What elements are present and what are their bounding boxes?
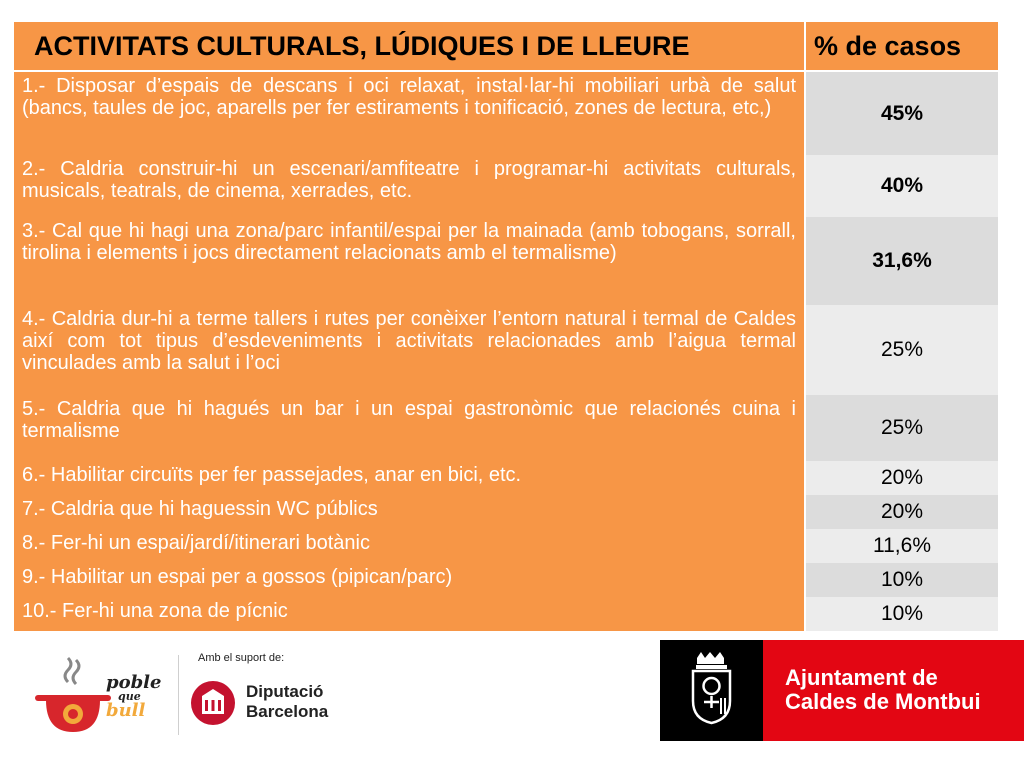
table-row bbox=[14, 597, 998, 631]
table-row bbox=[14, 495, 998, 529]
row-1-text: 1.- Disposar d’espais de descans i oci relaxat, instal·lar-hi mobiliari urbà de salut (bancs, taules de joc, aparells per fer estiraments i tonificació, zones de lectura, etc,) bbox=[14, 71, 805, 155]
poble-logo-line3: bull bbox=[106, 700, 146, 721]
row-8-text: 8.- Fer-hi un espai/jardí/itinerari botànic bbox=[14, 529, 805, 563]
row-9-text: 9.- Habilitar un espai per a gossos (pipican/parc) bbox=[14, 563, 805, 597]
header-activity: ACTIVITATS CULTURALS, LÚDIQUES I DE LLEURE bbox=[14, 22, 805, 71]
table-row bbox=[14, 563, 998, 597]
table-row bbox=[14, 529, 998, 563]
row-4-percent: 25% bbox=[805, 305, 998, 395]
row-5-percent: 25% bbox=[805, 395, 998, 461]
row-10-text: 10.- Fer-hi una zona de pícnic bbox=[14, 597, 805, 631]
diputacio-name bbox=[246, 682, 328, 722]
diputacio-line2: Barcelona bbox=[246, 702, 329, 721]
activities-table bbox=[14, 22, 998, 631]
row-4-text: 4.- Caldria dur-hi a terme tallers i rutes per conèixer l’entorn natural i termal de Caldes així com tot tipus d’esdeveniments i activitats relacionades amb l’aigua termal vinculades amb la salut i l’oci bbox=[14, 305, 805, 395]
support-label: Amb el suport de: bbox=[198, 652, 285, 664]
table-row bbox=[14, 461, 998, 495]
row-8-percent: 11,6% bbox=[805, 529, 998, 563]
table-row bbox=[14, 71, 998, 155]
diputacio-shield-icon bbox=[190, 680, 236, 726]
table-row bbox=[14, 395, 998, 461]
diputacio-line1: Diputació bbox=[246, 682, 324, 701]
table-row bbox=[14, 217, 998, 305]
row-7-text: 7.- Caldria que hi haguessin WC públics bbox=[14, 495, 805, 529]
row-5-text: 5.- Caldria que hi hagués un bar i un espai gastronòmic que relacionés cuina i termalisme bbox=[14, 395, 805, 461]
header-percent: % de casos bbox=[805, 22, 998, 71]
row-9-percent: 10% bbox=[805, 563, 998, 597]
row-2-percent: 40% bbox=[805, 155, 998, 217]
row-3-text: 3.- Cal que hi hagi una zona/parc infantil/espai per la mainada (amb tobogans, sorrall, tirolina i elements i jocs directament relacionats amb el termalisme) bbox=[14, 217, 805, 305]
table-row bbox=[14, 305, 998, 395]
row-3-percent: 31,6% bbox=[805, 217, 998, 305]
row-1-percent: 45% bbox=[805, 71, 998, 155]
ajuntament-line1: Ajuntament de bbox=[785, 665, 938, 690]
row-7-percent: 20% bbox=[805, 495, 998, 529]
row-6-text: 6.- Habilitar circuïts per fer passejades, anar en bici, etc. bbox=[14, 461, 805, 495]
caldes-crest bbox=[660, 640, 763, 741]
poble-logo-line2: que bbox=[118, 690, 141, 703]
row-2-text: 2.- Caldria construir-hi un escenari/amfiteatre i programar-hi activitats culturals, musicals, teatrals, de cinema, xerrades, etc. bbox=[14, 155, 805, 217]
poble-logo-text bbox=[106, 674, 161, 719]
ajuntament-line2: Caldes de Montbui bbox=[785, 689, 981, 714]
ajuntament-name bbox=[785, 666, 981, 714]
table-row bbox=[14, 155, 998, 217]
poble-que-bull-logo bbox=[28, 650, 168, 740]
row-6-percent: 20% bbox=[805, 461, 998, 495]
crest-icon bbox=[660, 640, 763, 741]
poble-logo-line1: poble bbox=[106, 672, 162, 693]
ajuntament-logo bbox=[763, 640, 1024, 741]
footer-divider bbox=[178, 655, 179, 735]
row-10-percent: 10% bbox=[805, 597, 998, 631]
table-header-row bbox=[14, 22, 998, 71]
